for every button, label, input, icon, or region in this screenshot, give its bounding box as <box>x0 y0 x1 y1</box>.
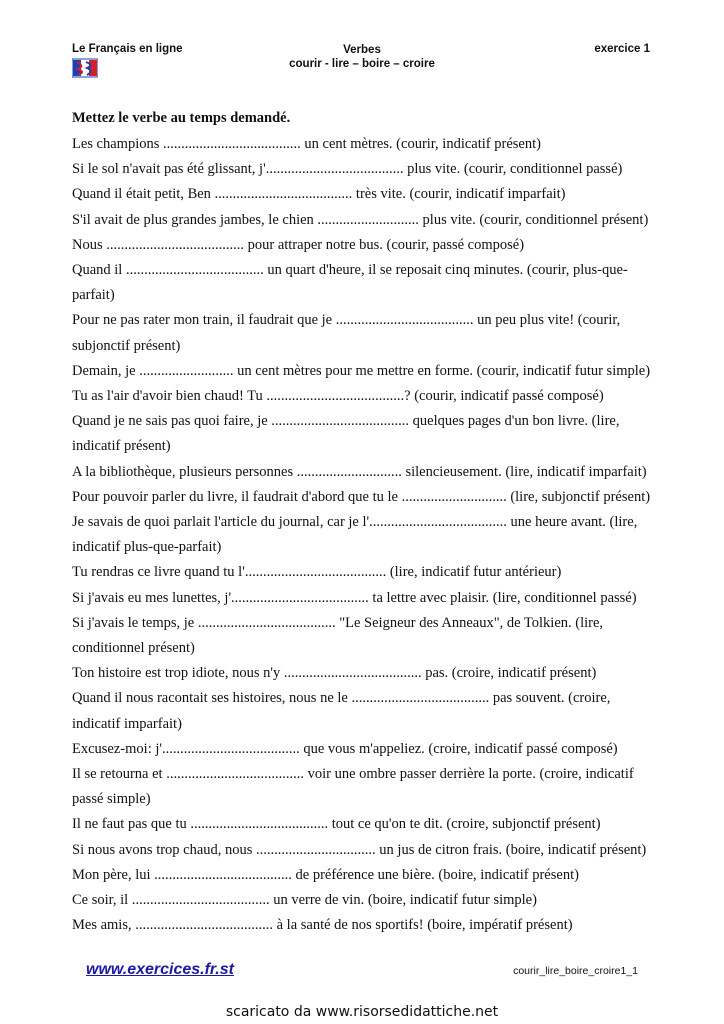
exercise-item: Ton histoire est trop idiote, nous n'y ...................................... pas. (croire, indicatif présent) <box>72 665 597 682</box>
exercise-item: Il ne faut pas que tu ...................................... tout ce qu'on te dit. (croire, subjonctif présent) <box>72 816 601 833</box>
exercise-item: Demain, je .......................... un cent mètres pour me mettre en forme. (courir, indicatif futur simple) <box>72 362 651 379</box>
exercise-item: Ce soir, il ...................................... un verre de vin. (boire, indicatif futur simple) <box>72 892 537 909</box>
header-exercise-number: exercice 1 <box>594 43 650 55</box>
exercise-item: Nous ...................................... pour attraper notre bus. (courir, passé composé) <box>72 236 525 253</box>
exercise-item: Quand je ne sais pas quoi faire, je ...................................... quelques pages d'un bon livre. (lire, indicatif présent) <box>72 413 620 455</box>
exercise-item: A la bibliothèque, plusieurs personnes ............................. silencieusement. (lire, indicatif imparfait) <box>72 463 647 480</box>
exercise-item: S'il avait de plus grandes jambes, le chien ............................ plus vite. (courir, conditionnel présent) <box>72 211 649 228</box>
exercise-item: Quand il nous racontait ses histoires, nous ne le ...................................... pas souvent. (croire, indicatif imparfait) <box>72 690 611 732</box>
exercise-item: Tu as l'air d'avoir bien chaud! Tu ......................................? (courir, indicatif passé composé) <box>72 388 604 405</box>
exercise-item: Les champions ...................................... un cent mètres. (courir, indicatif présent) <box>72 136 541 152</box>
exercise-item: Pour ne pas rater mon train, il faudrait que je ...................................... un peu plus vite! (courir, subjonctif présent) <box>72 312 621 354</box>
exercise-item: Quand il ...................................... un quart d'heure, il se reposait cinq minutes. (courir, plus-que-parfait) <box>72 262 628 304</box>
exercise-item: Si nous avons trop chaud, nous ................................. un jus de citron frais. (boire, indicatif présent) <box>72 841 647 858</box>
header-subtitle: courir - lire – boire – croire <box>289 58 435 70</box>
footer-website-link[interactable]: www.exercices.fr.st <box>86 961 234 978</box>
exercise-item: Excusez-moi: j'...................................... que vous m'appeliez. (croire, indicatif passé composé) <box>72 740 618 757</box>
header-title: Verbes <box>343 44 381 56</box>
exercise-item: Mes amis, ...................................... à la santé de nos sportifs! (boire, impératif présent) <box>72 917 573 934</box>
instruction: Mettez le verbe au temps demandé. <box>72 110 291 126</box>
exercise-item: Si j'avais eu mes lunettes, j'...................................... ta lettre avec plaisir. (lire, conditionnel passé) <box>72 589 637 606</box>
header-site-name: Le Français en ligne <box>72 43 183 55</box>
exercise-item: Quand il était petit, Ben ...................................... très vite. (courir, indicatif imparfait) <box>72 186 566 203</box>
exercise-item: Tu rendras ce livre quand tu l'....................................... (lire, indicatif futur antérieur) <box>72 564 562 581</box>
footer-document-code: courir_lire_boire_croire1_1 <box>513 965 638 977</box>
exercise-item: Pour pouvoir parler du livre, il faudrait d'abord que tu le ............................. (lire, subjonctif présent) <box>72 488 651 505</box>
exercise-item: Je savais de quoi parlait l'article du journal, car je l'...................................... une heure avant. (lire, indicatif plus-que-parfait) <box>72 514 638 556</box>
footer-source-note: scaricato da www.risorsedidattiche.net <box>225 1004 499 1020</box>
exercise-item: Si le sol n'avait pas été glissant, j'...................................... plus vite. (courir, conditionnel passé) <box>72 161 623 178</box>
exercise-item: Il se retourna et ...................................... voir une ombre passer derrière la porte. (croire, indicatif passé simple) <box>72 766 634 808</box>
exercise-list <box>72 132 662 939</box>
exercise-item: Si j'avais le temps, je ...................................... "Le Seigneur des Anneaux", de Tolkien. (lire, conditionnel présent) <box>72 614 604 657</box>
exercise-item: Mon père, lui ...................................... de préférence une bière. (boire, indicatif présent) <box>72 866 579 883</box>
france-flag-logo-icon <box>72 57 98 79</box>
